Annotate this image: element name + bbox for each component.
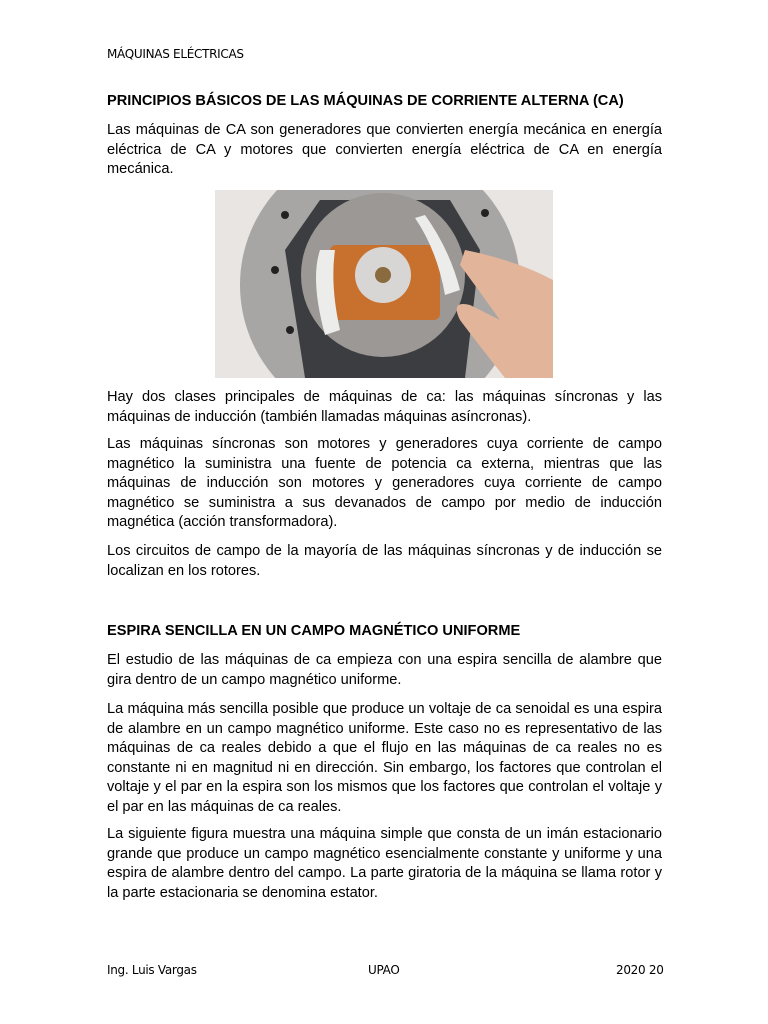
ac-machine-photo [215,190,553,378]
footer-page: 2020 20 [616,963,664,977]
paragraph: Los circuitos de campo de la mayoría de las máquinas síncronas y de inducción se localizan en los rotores. [107,543,662,579]
running-header: MÁQUINAS ELÉCTRICAS [107,47,244,61]
paragraph: El estudio de las máquinas de ca empieza con una espira sencilla de alambre que gira dentro de un campo magnético uniforme. [107,652,662,688]
paragraph: Hay dos clases principales de máquinas de ca: las máquinas síncronas y las máquinas de inducción (también llamadas máquinas asíncronas). [107,389,662,425]
paragraph: Las máquinas síncronas son motores y generadores cuya corriente de campo magnético la suministra una fuente de potencia ca externa, mientras que las máquinas de inducción son motores y generadores cuya corriente de campo magnético se suministra a sus devanados de campo por medio de inducción magnética (acción transformadora). [107,436,662,530]
paragraph: La máquina más sencilla posible que produce un voltaje de ca senoidal es una espira de alambre en un campo magnético uniforme. Este caso no es representativo de las máquinas de ca reales debido a que el flujo en las máquinas de ca reales no es constante ni en magnitud ni en dirección. Sin embargo, los factores que controlan el voltaje y el par en la espira son los mismos que los factores que controlan el voltaje y el par en las máquinas de ca reales. [107,701,662,815]
section-heading: ESPIRA SENCILLA EN UN CAMPO MAGNÉTICO UNIFORME [107,623,521,639]
footer-institution: UPAO [368,963,400,977]
paragraph: Las máquinas de CA son generadores que convierten energía mecánica en energía eléctrica de CA y motores que convierten energía eléctrica de CA en energía mecánica. [107,122,662,177]
paragraph: La siguiente figura muestra una máquina simple que consta de un imán estacionario grande que produce un campo magnético esencialmente constante y uniforme y una espira de alambre dentro del campo. La parte giratoria de la máquina se llama rotor y la parte estacionaria se denomina estator. [107,826,662,901]
section-heading: PRINCIPIOS BÁSICOS DE LAS MÁQUINAS DE CORRIENTE ALTERNA (CA) [107,93,624,109]
footer-author: Ing. Luis Vargas [107,963,197,977]
